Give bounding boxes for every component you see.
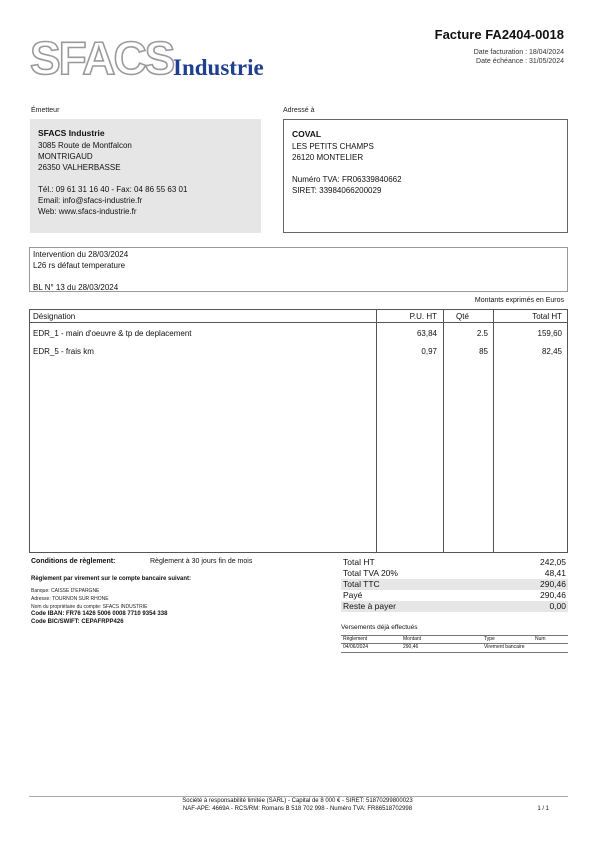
payments-header-cell: Montant — [403, 636, 422, 642]
invoice-title: Facture FA2404-0018 — [434, 27, 564, 42]
payment-conditions-value: Règlement à 30 jours fin de mois — [150, 558, 253, 565]
recipient-siret: SIRET: 33984066200029 — [292, 186, 382, 195]
total-label: Total TTC — [343, 579, 380, 589]
footer-legal-line-1: Société à responsabilité limitée (SARL) - Capital de 8 000 € - SIRET: 51870299800023 — [182, 798, 413, 804]
sender-address-line: 26350 VALHERBASSE — [38, 163, 121, 172]
payments-table — [341, 635, 568, 653]
header-unit-price: P.U. HT — [409, 312, 437, 321]
logo-industrie-text: Industrie — [173, 55, 264, 80]
recipient-label: Adressé à — [283, 107, 315, 114]
total-value: 48,41 — [544, 568, 566, 578]
item-designation: EDR_1 - main d'oeuvre & tp de deplacement — [33, 329, 192, 338]
logo-sfacs-text: SFACS — [30, 34, 174, 82]
intervention-box — [29, 247, 568, 292]
payments-header — [341, 636, 568, 644]
sender-label: Émetteur — [31, 107, 60, 114]
currency-note: Montants exprimés en Euros — [474, 297, 564, 304]
total-label: Total TVA 20% — [343, 568, 398, 578]
item-quantity: 85 — [479, 347, 488, 356]
delivery-note: BL N° 13 du 28/03/2024 — [33, 283, 119, 292]
payment-type: Virement bancaire — [484, 644, 525, 650]
payments-header-cell: Type — [484, 636, 495, 642]
sender-name: SFACS Industrie — [38, 128, 105, 138]
recipient-address-line: 26120 MONTELIER — [292, 153, 364, 162]
items-table — [29, 309, 568, 553]
item-unit-price: 63,84 — [416, 329, 437, 338]
footer-divider — [29, 796, 568, 797]
payments-title: Versements déjà effectués — [341, 624, 418, 631]
table-row — [30, 344, 567, 362]
total-label: Payé — [343, 590, 363, 600]
sender-address-line: 3085 Route de Montfalcon — [38, 141, 132, 150]
payment-amount: 290,46 — [403, 644, 419, 650]
recipient-vat: Numéro TVA: FR06339840662 — [292, 175, 402, 184]
total-tva-row — [341, 568, 568, 579]
recipient-box — [283, 119, 568, 233]
header-designation: Désignation — [33, 312, 76, 321]
total-label: Reste à payer — [343, 601, 396, 611]
total-value: 290,46 — [540, 590, 566, 600]
item-quantity: 2.5 — [476, 329, 488, 338]
payment-date: 04/06/2024 — [343, 644, 369, 650]
item-total: 159,60 — [537, 329, 562, 338]
sender-email: Email: info@sfacs-industrie.fr — [38, 196, 143, 205]
bic-swift: Code BIC/SWIFT: CEPAFRPP426 — [31, 619, 124, 625]
sender-address-line: MONTRIGAUD — [38, 152, 93, 161]
due-date: Date échéance : 31/05/2024 — [476, 58, 564, 65]
item-unit-price: 0,97 — [421, 347, 437, 356]
bank-transfer-title: Règlement par virement sur le compte bancaire suivant: — [31, 576, 192, 582]
item-total: 82,45 — [541, 347, 562, 356]
paid-row — [341, 590, 568, 601]
account-owner: Nom du propriétaire du compte: SFACS INDUSTRIE — [31, 604, 148, 610]
recipient-name: COVAL — [292, 129, 322, 139]
payments-header-cell: Num — [535, 636, 546, 642]
page-number: 1 / 1 — [537, 806, 549, 812]
payment-conditions-label: Conditions de règlement: — [31, 558, 116, 565]
intervention-description: L26 rs défaut temperature — [33, 261, 126, 270]
iban: Code IBAN: FR76 1426 5006 0008 7710 9354 338 — [31, 611, 168, 617]
recipient-address-line: LES PETITS CHAMPS — [292, 142, 374, 151]
total-value: 0,00 — [549, 601, 566, 611]
table-header — [30, 310, 567, 323]
remaining-row — [341, 601, 568, 612]
total-label: Total HT — [343, 557, 375, 567]
intervention-date: Intervention du 28/03/2024 — [33, 250, 129, 259]
item-designation: EDR_5 - frais km — [33, 347, 94, 356]
sender-phone: Tél.: 09 61 31 16 40 - Fax: 04 86 55 63 01 — [38, 185, 188, 194]
invoice-date: Date facturation : 18/04/2024 — [473, 49, 564, 56]
header-total: Total HT — [532, 312, 562, 321]
total-value: 242,05 — [540, 557, 566, 567]
company-logo — [30, 34, 290, 82]
total-ht-row — [341, 557, 568, 568]
sender-web: Web: www.sfacs-industrie.fr — [38, 207, 137, 216]
table-row — [30, 326, 567, 344]
payments-header-cell: Règlement — [343, 636, 368, 642]
bank-address: Adresse: TOURNON SUR RHONE — [31, 596, 109, 602]
total-value: 290,46 — [540, 579, 566, 589]
footer-legal-line-2: NAF-APE: 4669A - RCS/RM: Romans B 518 702 998 - Numéro TVA: FR86518702998 — [182, 806, 413, 812]
total-ttc-row — [341, 579, 568, 590]
sender-box — [30, 119, 261, 233]
bank-name: Banque: CAISSE D'EPARGNE — [31, 588, 100, 594]
header-quantity: Qté — [456, 312, 469, 321]
